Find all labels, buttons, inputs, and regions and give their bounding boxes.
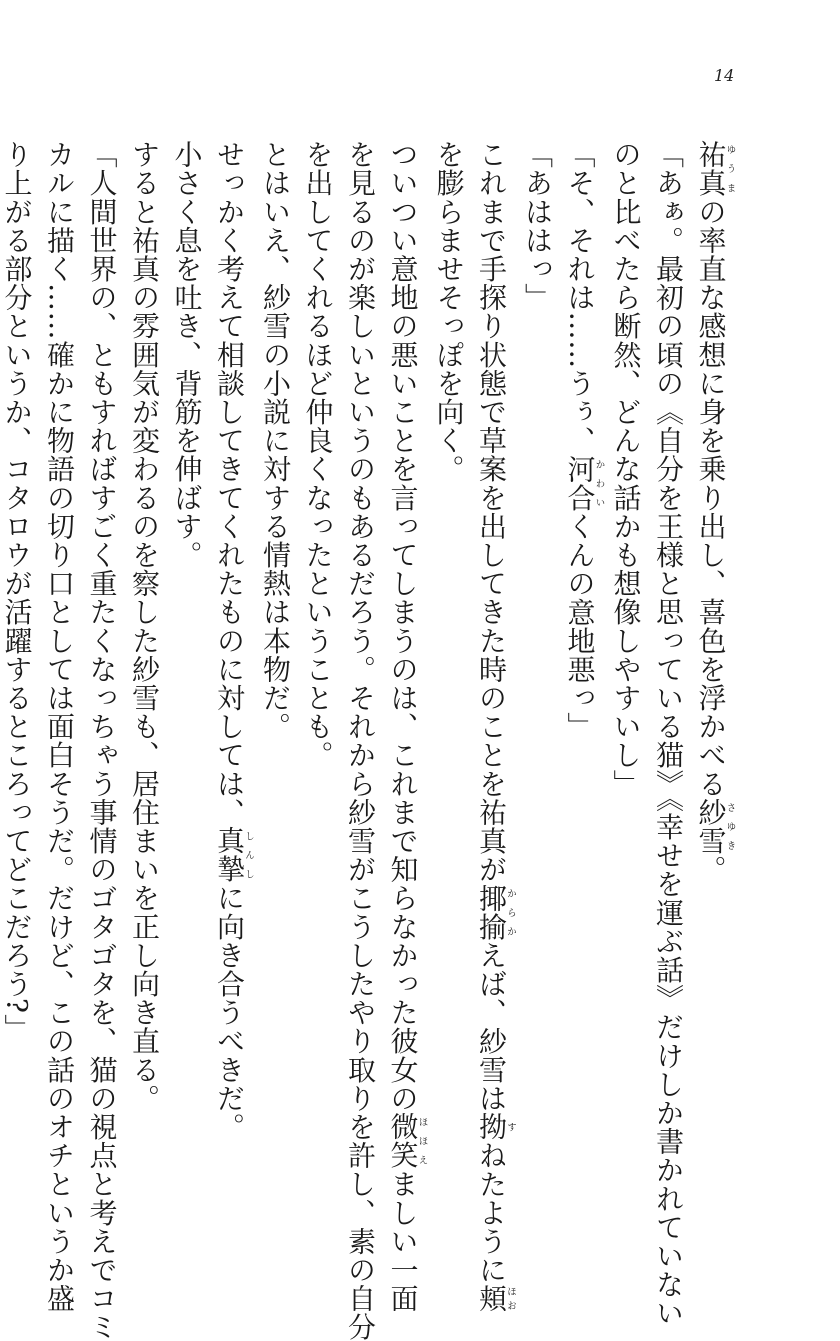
text-line: 「そ、それは……うぅ、河合かわいくんの意地悪っ」 bbox=[563, 140, 605, 741]
ruby-word: 河合かわい bbox=[563, 454, 605, 512]
ruby-word: 真摯しんし bbox=[213, 826, 254, 884]
text-line: とはいえ、紗雪の小説に対する情熱は本物だ。 bbox=[259, 140, 292, 741]
ruby-word: 紗雪さゆき bbox=[694, 797, 736, 856]
ruby-word: 微笑ほほえ bbox=[386, 1112, 428, 1170]
text-line: ついつい意地の悪いことを言ってしまうのは、これまで知らなかった彼女の微笑ほほえましい一面 bbox=[386, 140, 428, 1313]
text-line: せっかく考えて相談してきてくれたものに対しては、真摯しんしに向き合うべきだ。 bbox=[213, 140, 254, 1142]
page-number: 14 bbox=[714, 66, 735, 85]
text-line: 「あははっ」 bbox=[521, 140, 554, 312]
text-line: これまで手探り状態で草案を出してきた時のことを祐真が揶揄からかえば、紗雪は拗すねたように頬ほお bbox=[475, 140, 516, 1313]
text-line: を出してくれるほど仲良くなったということも。 bbox=[301, 140, 335, 770]
text-line: 祐真ゆうまの率直な感想に身を乗り出し、喜色を浮かべる紗雪さゆき。 bbox=[694, 140, 736, 884]
ruby-word: 祐真ゆうま bbox=[694, 140, 736, 198]
text-line: 「あぁ。最初の頃の《自分を王様と思っている猫》《幸せを運ぶ話》だけしか書かれていない bbox=[652, 140, 685, 1328]
text-line: を見るのが楽しいというのもあるだろう。それから紗雪がこうしたやり取りを許し、素の自分 bbox=[344, 140, 377, 1341]
text-line: すると祐真の雰囲気が変わるのを察した紗雪も、居住まいを正し向き直る。 bbox=[128, 140, 161, 1113]
text-line: のと比べたら断然、どんな話かも想像しやすいし」 bbox=[609, 140, 643, 798]
text-line: り上がる部分というか、コタロウが活躍するところってどこだろう?」 bbox=[0, 140, 34, 1043]
text-line: を膨らませそっぽを向く。 bbox=[432, 140, 466, 484]
ruby-word: 頬ほお bbox=[475, 1284, 516, 1313]
text-line: 小さく息を吐き、背筋を伸ばす。 bbox=[170, 140, 204, 569]
text-line: 「人間世界の、ともすればすごく重たくなっちゃう事情のゴタゴタを、猫の視点と考えでコミ bbox=[85, 140, 119, 1341]
text-line: カルに描く……確かに物語の切り口としては面白そうだ。だけど、この話のオチというか盛 bbox=[43, 140, 76, 1313]
ruby-word: 揶揄からか bbox=[475, 883, 516, 941]
body-text bbox=[0, 140, 736, 1341]
ruby-word: 拗す bbox=[475, 1112, 516, 1142]
